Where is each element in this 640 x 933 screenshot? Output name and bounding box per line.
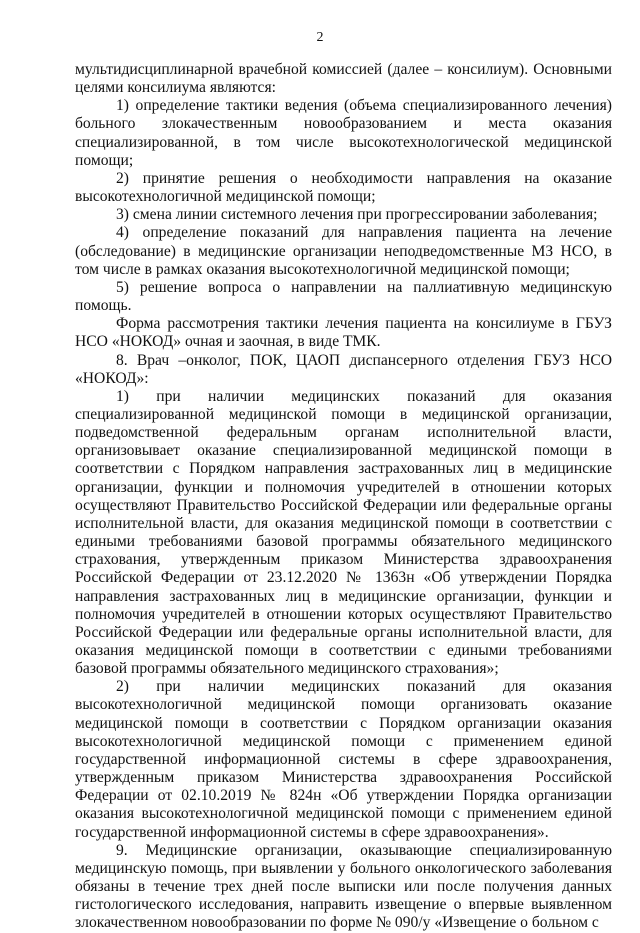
paragraph-consilium-form: Форма рассмотрения тактики лечения пациента на консилиуме в ГБУЗ НСО «НОКОД» очная и заочная, в виде ТМК.	[75, 315, 612, 351]
paragraph-goal-3: 3) смена линии системного лечения при прогрессировании заболевания;	[116, 206, 598, 224]
paragraph-section-9: 9. Медицинские организации, оказывающие специализированную медицинскую помощь, при выявлении у больного онкологического заболевания обязаны в течение трех дней после выписки или после получения данных гистологического исследования, направить извещение о впервые выявленном злокачественном новообразовании по форме № 090/у «Извещение о больном с	[75, 841, 612, 932]
paragraph-section-8-item-2: 2) при наличии медицинских показаний для оказания высокотехнологичной медицинской помощи организовать оказание медицинской помощи в соответствии с Порядком организации оказания высокотехнологичной медицинской помощи с применением единой государственной информационной системы в сфере здравоохранения, утвержденным приказом Министерства здравоохранения Российской Федерации от 02.10.2019 № 824н «Об утверждении Порядка организации оказания высокотехнологичной медицинской помощи с применением единой государственной информационной системы в сфере здравоохранения».	[75, 678, 612, 841]
paragraph-section-8-item-1: 1) при наличии медицинских показаний для оказания специализированной медицинской помощи в медицинской организации, подведомственной федеральным органам исполнительной власти, организовывает оказание специализированной медицинской помощи в соответствии с Порядком направления застрахованных лиц в медицинские организации, функции и полномочия учредителей в отношении которых осуществляют Правительство Российской Федерации или федеральные органы исполнительной власти, для оказания медицинской помощи в соответствии с едиными требованиями базовой программы обязательного медицинского страхования, утвержденным приказом Министерства здравоохранения Российской Федерации от 23.12.2020 № 1363н «Об утверждении Порядка направления застрахованных лиц в медицинские организации, функции и полномочия учредителей в отношении которых осуществляют Правительство Российской Федерации или федеральные органы исполнительной власти, для оказания медицинской помощи в соответствии с едиными требованиями базовой программы обязательного медицинского страхования»;	[75, 387, 612, 678]
document-body	[75, 61, 612, 933]
paragraph-goal-4: 4) определение показаний для направления пациента на лечение (обследование) в медицинские организации неподведомственные МЗ НСО, в том числе в рамках оказания высокотехнологичной медицинской помощи;	[75, 224, 612, 278]
paragraph-section-8: 8. Врач –онколог, ПОК, ЦАОП диспансерного отделения ГБУЗ НСО «НОКОД»:	[75, 351, 612, 387]
page-number: 2	[316, 30, 324, 45]
paragraph-goal-2: 2) принятие решения о необходимости направления на оказание высокотехнологичной медицинской помощи;	[75, 169, 612, 206]
paragraph-goal-1: 1) определение тактики ведения (объема специализированного лечения) больного злокачественным новообразованием и места оказания специализированной, в том числе высокотехнологической медицинской помощи;	[75, 97, 612, 169]
paragraph-continuation: мультидисциплинарной врачебной комиссией (далее – консилиум). Основными целями консилиума являются:	[75, 61, 612, 97]
paragraph-goal-5: 5) решение вопроса о направлении на паллиативную медицинскую помощь.	[75, 278, 612, 315]
